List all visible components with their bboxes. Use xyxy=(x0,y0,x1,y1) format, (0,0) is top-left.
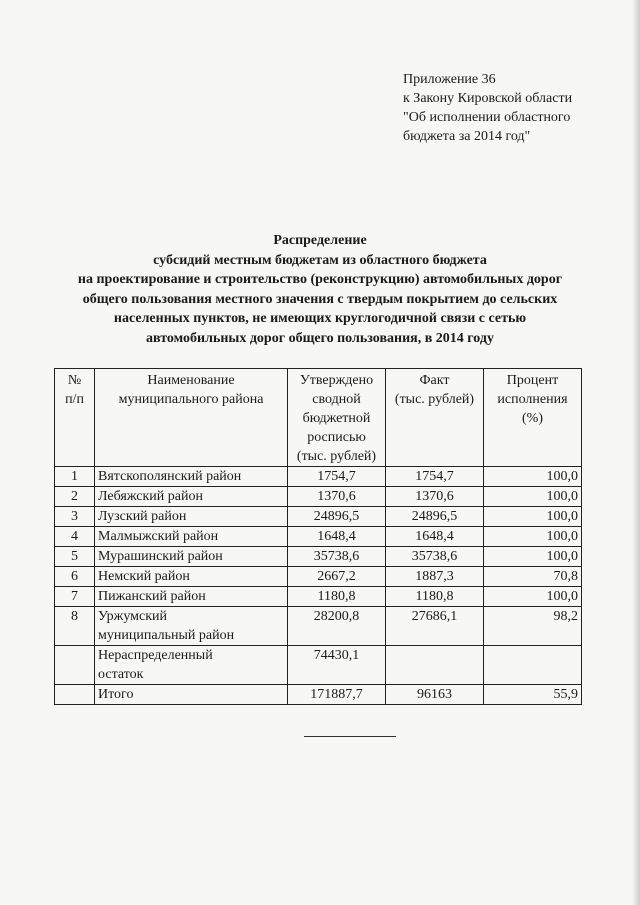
cell-name: Вятскополянский район xyxy=(95,467,288,487)
cell-num xyxy=(55,685,95,705)
cell-num: 1 xyxy=(55,467,95,487)
cell-plan: 1180,8 xyxy=(288,587,386,607)
cell-pct: 55,9 xyxy=(484,685,582,705)
cell-name-line: Уржумский xyxy=(98,609,168,624)
header-plan-line: сводной xyxy=(312,392,361,407)
table-row xyxy=(55,527,582,547)
footer-divider xyxy=(304,736,396,737)
cell-name-line: остаток xyxy=(98,667,144,682)
cell-name: Малмыжский район xyxy=(95,527,288,547)
header-fact xyxy=(386,369,484,467)
header-fact-line: (тыс. рублей) xyxy=(394,392,475,407)
cell-pct: 100,0 xyxy=(484,547,582,567)
cell-plan: 1370,6 xyxy=(288,487,386,507)
appendix-header-line: бюджета за 2014 год" xyxy=(403,129,531,144)
cell-name xyxy=(95,646,288,685)
cell-name: Лебяжский район xyxy=(95,487,288,507)
title-line: автомобильных дорог общего пользования, в 2014 году xyxy=(146,330,494,346)
cell-plan: 171887,7 xyxy=(288,685,386,705)
table-row xyxy=(55,567,582,587)
cell-plan: 35738,6 xyxy=(288,547,386,567)
header-fact-line: Факт xyxy=(419,373,450,388)
header-pct-line: (%) xyxy=(522,411,543,426)
cell-name: Немский район xyxy=(95,567,288,587)
cell-name: Итого xyxy=(95,685,288,705)
table-row xyxy=(55,547,582,567)
document-title xyxy=(20,231,620,348)
cell-num: 4 xyxy=(55,527,95,547)
cell-num xyxy=(55,646,95,685)
header-pct xyxy=(484,369,582,467)
header-plan-line: Утверждено xyxy=(299,373,374,388)
header-pct-line: исполнения xyxy=(497,392,568,407)
cell-name: Пижанский район xyxy=(95,587,288,607)
header-num-line: п/п xyxy=(65,392,84,407)
header-plan xyxy=(288,369,386,467)
appendix-header-line: "Об исполнении областного xyxy=(403,110,571,125)
header-num xyxy=(55,369,95,467)
cell-fact: 1648,4 xyxy=(386,527,484,547)
cell-name: Лузский район xyxy=(95,507,288,527)
title-line: общего пользования местного значения с твердым покрытием до сельских xyxy=(82,291,558,307)
header-name-line: муниципального района xyxy=(118,392,264,407)
header-name-line: Наименование xyxy=(147,373,235,388)
cell-num: 3 xyxy=(55,507,95,527)
appendix-header-line: Приложение 36 xyxy=(403,72,496,87)
table-row xyxy=(55,587,582,607)
cell-fact: 1370,6 xyxy=(386,487,484,507)
header-name xyxy=(95,369,288,467)
cell-num: 6 xyxy=(55,567,95,587)
table-header-row xyxy=(55,369,582,467)
cell-plan: 24896,5 xyxy=(288,507,386,527)
cell-pct xyxy=(484,646,582,685)
title-line: на проектирование и строительство (реконструкцию) автомобильных дорог xyxy=(77,272,563,287)
cell-pct: 100,0 xyxy=(484,507,582,527)
header-plan-line: росписью xyxy=(307,430,366,445)
appendix-header xyxy=(403,70,633,146)
page-edge-shadow xyxy=(632,0,640,905)
cell-pct: 98,2 xyxy=(484,607,582,646)
cell-pct: 70,8 xyxy=(484,567,582,587)
cell-num: 2 xyxy=(55,487,95,507)
table-row xyxy=(55,467,582,487)
title-line: Распределение xyxy=(273,233,367,248)
header-pct-line: Процент xyxy=(506,373,559,388)
cell-fact: 27686,1 xyxy=(386,607,484,646)
cell-name: Мурашинский район xyxy=(95,547,288,567)
cell-fact: 1887,3 xyxy=(386,567,484,587)
cell-fact xyxy=(386,646,484,685)
cell-name-line: Нераспределенный xyxy=(98,648,213,663)
cell-name xyxy=(95,607,288,646)
table-row xyxy=(55,487,582,507)
cell-fact: 96163 xyxy=(386,685,484,705)
cell-num: 8 xyxy=(55,607,95,646)
table-row-total xyxy=(55,685,582,705)
cell-fact: 35738,6 xyxy=(386,547,484,567)
cell-fact: 1180,8 xyxy=(386,587,484,607)
distribution-table xyxy=(54,368,582,705)
title-line: субсидий местным бюджетам из областного бюджета xyxy=(153,252,487,268)
header-plan-line: бюджетной xyxy=(302,411,371,426)
cell-num: 5 xyxy=(55,547,95,567)
table-row xyxy=(55,646,582,685)
header-plan-line: (тыс. рублей) xyxy=(296,449,377,464)
cell-name-line: муниципальный район xyxy=(98,628,235,643)
table-row xyxy=(55,507,582,527)
header-num-line: № xyxy=(67,373,82,388)
cell-fact: 1754,7 xyxy=(386,467,484,487)
cell-pct: 100,0 xyxy=(484,587,582,607)
cell-fact: 24896,5 xyxy=(386,507,484,527)
cell-plan: 28200,8 xyxy=(288,607,386,646)
cell-pct: 100,0 xyxy=(484,467,582,487)
cell-plan: 74430,1 xyxy=(288,646,386,685)
cell-num: 7 xyxy=(55,587,95,607)
cell-pct: 100,0 xyxy=(484,487,582,507)
cell-plan: 2667,2 xyxy=(288,567,386,587)
title-line: населенных пунктов, не имеющих круглогодичной связи с сетью xyxy=(113,311,527,326)
cell-plan: 1754,7 xyxy=(288,467,386,487)
cell-pct: 100,0 xyxy=(484,527,582,547)
cell-plan: 1648,4 xyxy=(288,527,386,547)
table-row xyxy=(55,607,582,646)
appendix-header-line: к Закону Кировской области xyxy=(403,91,573,106)
